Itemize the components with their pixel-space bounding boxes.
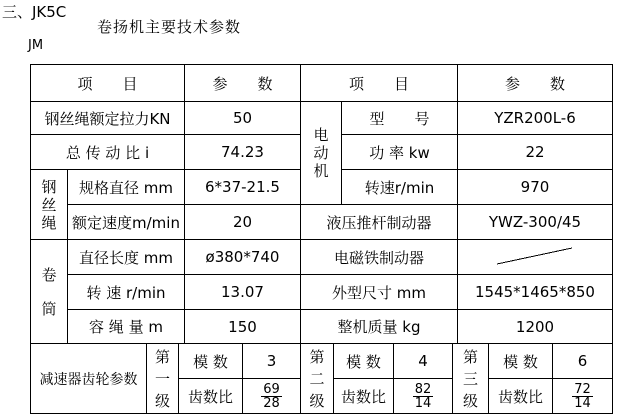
header-param-1: 参 数 [212, 74, 273, 93]
stage-char: 级 [309, 391, 325, 410]
stage-char: 级 [154, 391, 170, 410]
rope-group-label [31, 170, 67, 239]
document-title: 卷扬机主要技术参数 [97, 18, 242, 36]
rope-char: 绳 [41, 213, 57, 232]
rope-diameter-label: 规格直径 mm [79, 178, 173, 197]
motor-char: 电 [313, 126, 329, 144]
stage-2-ratio-label: 齿数比 [340, 387, 386, 406]
stage-3-module-label: 模 数 [503, 352, 538, 371]
rope-capacity-value: 150 [228, 317, 257, 336]
rope-tension-value: 50 [232, 109, 253, 127]
motor-group-label [301, 102, 341, 204]
header-item-1: 项 目 [77, 74, 138, 93]
stage-1-ratio-label: 齿数比 [187, 387, 233, 406]
header-item-2: 项 目 [348, 74, 409, 93]
total-mass-label: 整机质量 kg [337, 318, 421, 336]
motor-power-value: 22 [525, 143, 545, 161]
drum-size-value: ø380*740 [205, 248, 280, 266]
stage-char: 第 [309, 347, 325, 366]
transmission-ratio-value: 74.23 [221, 143, 264, 161]
transmission-ratio-label: 总 传 动 比 i [65, 143, 150, 162]
ratio-numerator: 69 [263, 381, 280, 397]
ratio-numerator: 72 [574, 381, 591, 397]
stage-char: 级 [462, 391, 478, 410]
drum-char: 卷 [41, 265, 57, 284]
rope-char: 丝 [41, 195, 57, 214]
stage-1-module-label: 模 数 [193, 352, 228, 371]
ratio-numerator: 82 [414, 381, 432, 397]
stage-3-ratio-label: 齿数比 [497, 387, 543, 406]
ratio-denominator: 14 [574, 395, 591, 411]
stage-char: 三 [462, 369, 478, 388]
motor-speed-value: 970 [520, 178, 550, 196]
overall-size-value: 1545*1465*850 [475, 283, 595, 301]
rope-tension-label: 钢丝绳额定拉力KN [44, 109, 171, 128]
stage-1-ratio-value [243, 379, 300, 413]
stage-char: 第 [154, 347, 170, 366]
ratio-denominator: 28 [263, 395, 280, 411]
ratio-denominator: 14 [414, 395, 432, 411]
drum-speed-label: 转 速 r/min [86, 283, 166, 302]
header-param-2: 参 数 [504, 74, 565, 93]
stage-char: 二 [309, 369, 325, 388]
drum-speed-value: 13.07 [221, 283, 264, 301]
motor-speed-label: 转速r/min [364, 178, 435, 197]
drum-group-label [31, 240, 67, 343]
drum-size-label: 直径长度 mm [79, 248, 173, 267]
stage-2-module-value: 4 [418, 352, 428, 370]
motor-char: 动 [313, 144, 329, 162]
gear-params-label: 减速器齿轮参数 [39, 371, 138, 388]
rope-capacity-label: 容 绳 量 m [89, 318, 163, 336]
stage-char: 一 [154, 369, 170, 388]
rope-speed-label: 额定速度m/min [72, 213, 180, 232]
stage-2-ratio-value [394, 379, 452, 413]
overall-size-label: 外型尺寸 mm [332, 283, 426, 302]
hydraulic-brake-label: 液压推杆制动器 [326, 213, 432, 232]
section-heading: 三、JK5C [2, 3, 67, 21]
stage-2-module-label: 模 数 [346, 352, 381, 371]
stage-char: 第 [462, 347, 478, 366]
stage-3-label [453, 344, 488, 413]
hydraulic-brake-value: YWZ-300/45 [488, 213, 582, 231]
stage-3-ratio-value [553, 379, 612, 413]
motor-model-label: 型 号 [369, 109, 430, 128]
model-label: JM [28, 38, 44, 53]
motor-model-value: YZR200L-6 [494, 109, 576, 127]
drum-char: 筒 [41, 299, 57, 318]
motor-char: 机 [313, 162, 329, 180]
stage-1-module-value: 3 [266, 352, 277, 370]
rope-speed-value: 20 [232, 213, 253, 231]
electromagnetic-brake-label: 电磁铁制动器 [333, 248, 424, 267]
rope-diameter-value: 6*37-21.5 [205, 178, 280, 196]
total-mass-value: 1200 [515, 317, 555, 336]
motor-power-label: 功 率 kw [369, 143, 430, 162]
stage-1-label [147, 344, 178, 413]
stage-3-module-value: 6 [577, 352, 588, 370]
rope-char: 钢 [41, 177, 57, 196]
stage-2-label [301, 344, 333, 413]
